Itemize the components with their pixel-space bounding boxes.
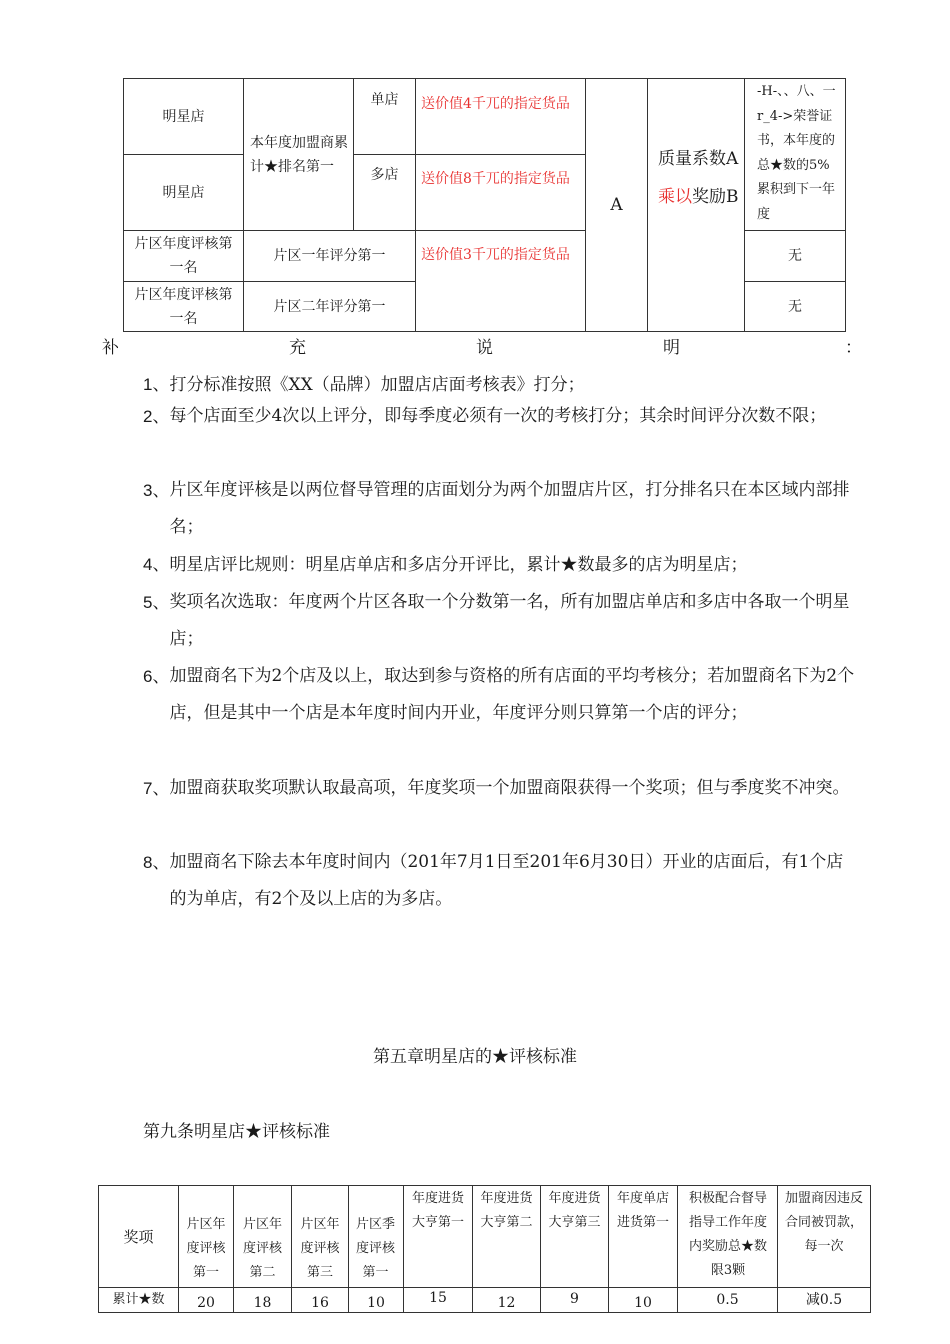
honor-none-1: 无 — [788, 248, 802, 264]
value-region-second: 18 — [253, 1295, 272, 1311]
header-single-purchase-first: 年度单店进货第一 — [616, 1191, 669, 1230]
award-region-first-1: 片区年度评核第一名 — [134, 236, 233, 276]
note-number: 2、 — [143, 407, 170, 426]
header-purchase-second: 年度进货大亨第二 — [480, 1191, 533, 1230]
value-cooperation-stars: 0.5 — [716, 1292, 739, 1308]
value-purchase-first: 15 — [429, 1290, 447, 1306]
note-text: 奖项名次选取：年度两个片区各取一个分数第一名，所有加盟店单店和多店中各取一个明星店； — [169, 592, 850, 649]
criteria-region-one: 片区一年评分第一 — [273, 248, 386, 264]
note-number: 1、 — [143, 375, 170, 394]
header-region-third: 片区年度评核第三 — [300, 1217, 340, 1280]
criteria-region-two: 片区二年评分第一 — [273, 298, 386, 315]
supplement-char-3: 说 — [476, 338, 493, 358]
value-single-purchase-first: 10 — [634, 1295, 652, 1311]
note-text: 片区年度评核是以两位督导管理的店面划分为两个加盟店片区，打分排名只在本区域内部排名； — [169, 480, 850, 537]
note-item — [143, 844, 863, 918]
header-award: 奖项 — [123, 1227, 154, 1246]
header-cooperation-stars: 积极配合督导指导工作年度内奖励总★数限3颗 — [688, 1191, 767, 1278]
store-type-multi: 多店 — [370, 167, 399, 183]
award-star-store-single: 明星店 — [162, 108, 205, 125]
prize-multi: 送价值8千兀的指定货品 — [421, 171, 570, 187]
note-text: 加盟商名下除去本年度时间内（201年7月1日至201年6月30日）开业的店面后，有1个店的为单店，有2个及以上店的为多店。 — [169, 852, 844, 909]
value-region-third: 16 — [311, 1295, 329, 1311]
header-purchase-first: 年度进货大亨第一 — [411, 1191, 464, 1230]
honor-certificate: -H-、、八、一r_4->荣誉证书，本年度的总★数的5%累积到下一年度 — [757, 84, 836, 222]
note-text: 打分标准按照《XX（品牌）加盟店店面考核表》打分； — [169, 375, 585, 395]
supplement-char-1: 补 — [102, 338, 119, 358]
note-number: 5、 — [143, 593, 170, 612]
chapter-title: 第五章明星店的★评核标准 — [373, 1047, 577, 1067]
header-purchase-third: 年度进货大亨第三 — [548, 1191, 601, 1230]
row-label-stars: 累计★数 — [112, 1292, 165, 1307]
prize-single: 送价值4千兀的指定货品 — [421, 96, 570, 112]
note-text: 每个店面至少4次以上评分，即每季度必须有一次的考核打分；其余时间评分次数不限； — [169, 406, 827, 426]
value-contract-penalty: 减0.5 — [805, 1292, 843, 1308]
note-text: 加盟商获取奖项默认取最高项，年度奖项一个加盟商限获得一个奖项；但与季度奖不冲突。 — [169, 778, 850, 798]
header-region-first: 片区年度评核第一 — [186, 1217, 226, 1280]
header-quarter-first: 片区季度评核第一 — [355, 1217, 395, 1280]
note-number: 4、 — [143, 555, 170, 574]
criteria-star-ranking: 本年度加盟商累计★排名第一 — [250, 134, 348, 175]
note-number: 3、 — [143, 481, 170, 500]
note-item — [143, 584, 863, 658]
note-item — [143, 658, 863, 732]
quality-text-4: 奖励B — [692, 187, 739, 207]
note-number: 8、 — [143, 853, 170, 872]
award-star-store-multi: 明星店 — [162, 184, 205, 201]
value-quarter-first: 10 — [367, 1295, 385, 1311]
note-item — [143, 398, 863, 435]
quality-text-1: 质量系数 — [658, 149, 726, 169]
note-number: 6、 — [143, 667, 170, 686]
note-item — [143, 546, 863, 584]
note-item — [143, 472, 863, 546]
note-text: 明星店评比规则：明星店单店和多店分开评比，累计★数最多的店为明星店； — [169, 555, 748, 575]
supplement-char-4: 明 — [663, 338, 680, 358]
supplement-char-5: ： — [845, 338, 862, 358]
honor-none-2: 无 — [788, 298, 802, 315]
article-title: 第九条明星店★评核标准 — [143, 1122, 330, 1142]
supplement-char-2: 充 — [289, 338, 306, 358]
note-item — [143, 770, 863, 807]
quality-coefficient — [658, 140, 742, 260]
header-region-second: 片区年度评核第二 — [242, 1217, 282, 1280]
note-text: 加盟商名下为2个店及以上，取达到参与资格的所有店面的平均考核分；若加盟商名下为2个店，但是其中一个店是本年度时间内开业，年度评分则只算第一个店的评分； — [169, 666, 855, 723]
grade-a: A — [610, 195, 623, 215]
store-type-single: 单店 — [370, 92, 399, 108]
value-purchase-second: 12 — [497, 1295, 516, 1311]
quality-text-2: A — [726, 149, 739, 169]
value-region-first: 20 — [197, 1295, 215, 1311]
value-purchase-third: 9 — [570, 1291, 579, 1307]
prize-region: 送价值3千兀的指定货品 — [421, 247, 570, 263]
note-number: 7、 — [143, 779, 170, 798]
header-contract-penalty: 加盟商因违反合同被罚款，每一次 — [784, 1191, 863, 1254]
quality-text-3: 乘以 — [658, 187, 692, 207]
award-region-first-2: 片区年度评核第一名 — [134, 286, 233, 327]
